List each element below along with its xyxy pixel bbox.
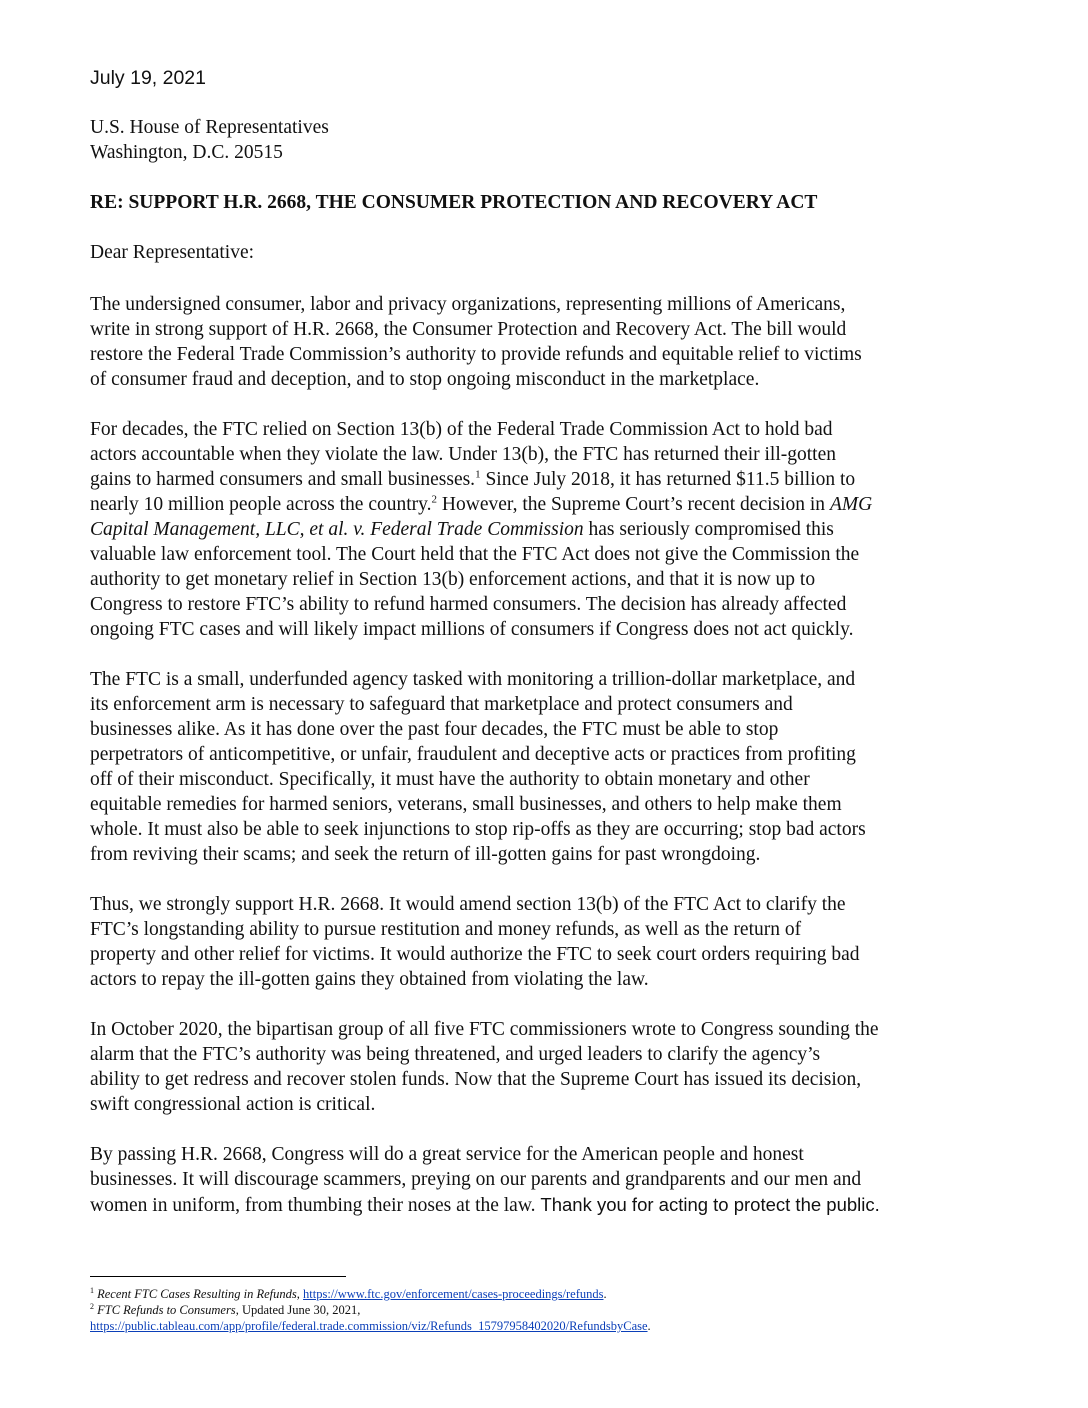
footnote-title: Recent FTC Cases Resulting in Refunds — [97, 1287, 297, 1301]
text-line: The undersigned consumer, labor and privacy organizations, representing millions of Americans, — [90, 294, 846, 315]
footnote-number: 2 — [90, 1301, 94, 1311]
text-line: businesses. It will discourage scammers, preying on our parents and grandparents and our men and — [90, 1169, 862, 1190]
text-line: from reviving their scams; and seek the return of ill-gotten gains for past wrongdoing. — [90, 844, 761, 865]
text-segment: Since July 2018, it has returned $11.5 billion to — [480, 469, 856, 490]
paragraph-closing — [90, 1142, 1002, 1218]
text-line: perpetrators of anticompetitive, or unfair, fraudulent and deceptive acts or practices from profiting — [90, 744, 856, 765]
text-line: For decades, the FTC relied on Section 13(b) of the Federal Trade Commission Act to hold bad — [90, 419, 833, 440]
footnote-2-continued — [90, 1318, 651, 1334]
text-line: off of their misconduct. Specifically, it must have the authority to obtain monetary and other — [90, 769, 810, 790]
case-name-italic: Capital Management, LLC, et al. v. Federal Trade Commission — [90, 519, 584, 540]
text-line: By passing H.R. 2668, Congress will do a great service for the American people and honest — [90, 1144, 804, 1165]
text-line: its enforcement arm is necessary to safeguard that marketplace and protect consumers and — [90, 694, 793, 715]
text-line: valuable law enforcement tool. The Court held that the FTC Act does not give the Commission the — [90, 544, 860, 565]
paragraph-intro — [90, 292, 1002, 392]
recipient-address-line1: U.S. House of Representatives — [90, 117, 329, 138]
text-line: businesses alike. As it has done over the past four decades, the FTC must be able to stop — [90, 719, 779, 740]
text-line: ongoing FTC cases and will likely impact millions of consumers if Congress does not act quickly. — [90, 619, 854, 640]
text-line: alarm that the FTC’s authority was being threatened, and urged leaders to clarify the agency’s — [90, 1044, 821, 1065]
footnote-link[interactable]: https://www.ftc.gov/enforcement/cases-proceedings/refunds — [303, 1287, 604, 1301]
footnote-ref-2[interactable]: 2 — [431, 493, 438, 506]
paragraph-commissioners — [90, 1017, 1002, 1117]
paragraph-background — [90, 417, 1002, 642]
text-line: property and other relief for victims. It would authorize the FTC to seek court orders requiring bad — [90, 944, 860, 965]
text-segment: has seriously compromised this — [583, 519, 834, 540]
footnote-link[interactable]: https://public.tableau.com/app/profile/federal.trade.commission/viz/Refunds_15797958402020/RefundsbyCase — [90, 1319, 648, 1333]
text-line: actors accountable when they violate the law. Under 13(b), the FTC has returned their ill-gotten — [90, 444, 836, 465]
text-line: In October 2020, the bipartisan group of all five FTC commissioners wrote to Congress sounding the — [90, 1019, 879, 1040]
text-segment: women in uniform, from thumbing their noses at the law. — [90, 1195, 541, 1216]
text-line — [90, 1192, 1002, 1218]
footnote-ref-1[interactable]: 1 — [475, 468, 481, 481]
text-line — [90, 467, 1002, 492]
text-line: Congress to restore FTC’s ability to refund harmed consumers. The decision has already affected — [90, 594, 847, 615]
subject-line: RE: SUPPORT H.R. 2668, THE CONSUMER PROTECTION AND RECOVERY ACT — [90, 192, 818, 213]
text-line: FTC’s longstanding ability to pursue restitution and money refunds, as well as the return of — [90, 919, 802, 940]
text-line — [90, 492, 1002, 517]
text-line: authority to get monetary relief in Section 13(b) enforcement actions, and that it is now up to — [90, 569, 816, 590]
footnote-period: . — [647, 1319, 651, 1333]
footnote-divider — [90, 1276, 346, 1277]
footnote-period: . — [603, 1287, 607, 1301]
footnote-text: , Updated June 30, 2021, — [235, 1303, 361, 1317]
salutation: Dear Representative: — [90, 242, 255, 263]
text-line: equitable remedies for harmed seniors, veterans, small businesses, and others to help make them — [90, 794, 842, 815]
paragraph-ftc-role — [90, 667, 1002, 867]
text-segment: gains to harmed consumers and small businesses. — [90, 469, 476, 490]
text-line: whole. It must also be able to seek injunctions to stop rip-offs as they are occurring; stop bad actors — [90, 819, 866, 840]
text-line: actors to repay the ill-gotten gains they obtained from violating the law. — [90, 969, 649, 990]
text-line: write in strong support of H.R. 2668, the Consumer Protection and Recovery Act. The bill would — [90, 319, 847, 340]
text-line: The FTC is a small, underfunded agency tasked with monitoring a trillion-dollar marketplace, and — [90, 669, 856, 690]
footnote-2 — [90, 1302, 360, 1318]
text-line — [90, 517, 1002, 542]
footnote-title: FTC Refunds to Consumers — [97, 1303, 236, 1317]
case-name-italic: AMG — [829, 494, 873, 515]
text-line: of consumer fraud and deception, and to stop ongoing misconduct in the marketplace. — [90, 369, 760, 390]
footnote-separator: , — [296, 1287, 304, 1301]
footnote-number: 1 — [90, 1285, 94, 1295]
letter-date: July 19, 2021 — [90, 67, 207, 89]
text-line: ability to get redress and recover stolen funds. Now that the Supreme Court has issued its decision, — [90, 1069, 862, 1090]
text-line: swift congressional action is critical. — [90, 1094, 376, 1115]
text-line: Thus, we strongly support H.R. 2668. It would amend section 13(b) of the FTC Act to clarify the — [90, 894, 846, 915]
thank-you-sentence: Thank you for acting to protect the public. — [540, 1194, 880, 1215]
text-segment: nearly 10 million people across the country. — [90, 494, 432, 515]
recipient-address-line2: Washington, D.C. 20515 — [90, 142, 283, 163]
text-segment: However, the Supreme Court’s recent decision in — [437, 494, 830, 515]
paragraph-support — [90, 892, 1002, 992]
footnote-1 — [90, 1286, 607, 1302]
text-line: restore the Federal Trade Commission’s authority to provide refunds and equitable relief to victims — [90, 344, 862, 365]
